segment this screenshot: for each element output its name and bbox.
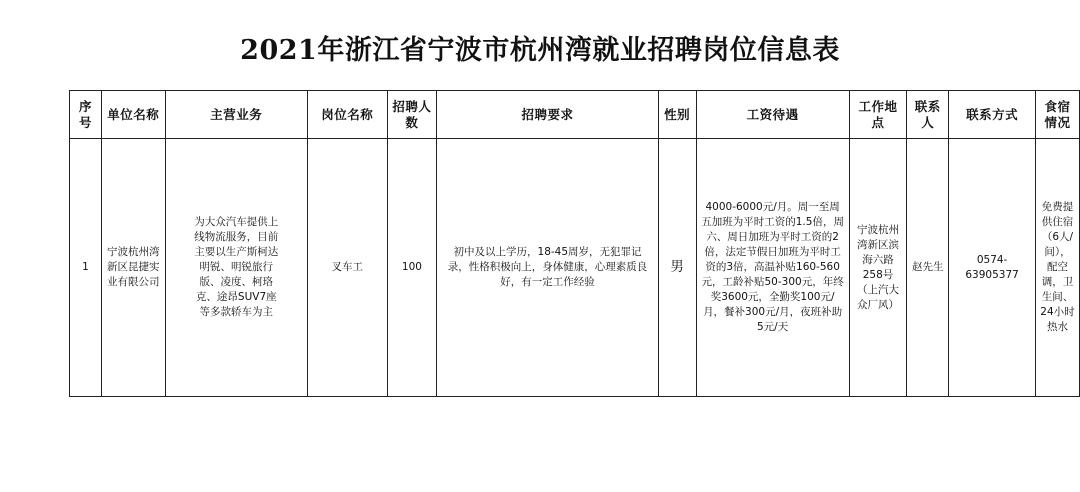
cell-contact: 赵先生 [907, 139, 949, 397]
cell-position: 叉车工 [308, 139, 388, 397]
cell-business: 为大众汽车提供上线物流服务，目前主要以生产斯柯达明锐、明锐旅行版、凌度、柯珞克、途昂SUV7座等多款轿车为主 [165, 139, 307, 397]
header-position: 岗位名称 [308, 91, 388, 139]
header-business: 主营业务 [165, 91, 307, 139]
header-count: 招聘人数 [387, 91, 437, 139]
header-salary: 工资待遇 [696, 91, 849, 139]
header-company: 单位名称 [101, 91, 165, 139]
recruitment-table [69, 90, 1080, 397]
table-row [70, 139, 1080, 397]
cell-company: 宁波杭州湾新区昆捷实业有限公司 [101, 139, 165, 397]
page-title: 2021年浙江省宁波市杭州湾就业招聘岗位信息表 [240, 35, 840, 66]
header-phone: 联系方式 [949, 91, 1036, 139]
header-contact: 联系人 [907, 91, 949, 139]
header-row [70, 91, 1080, 139]
cell-lodging: 免费提供住宿（6人/间），配空调，卫生间、24小时热水 [1035, 139, 1079, 397]
cell-location: 宁波杭州湾新区滨海六路258号（上汽大众厂风） [849, 139, 907, 397]
cell-gender: 男 [658, 139, 696, 397]
cell-salary: 4000-6000元/月。周一至周五加班为平时工资的1.5倍，周六、周日加班为平时工资的2倍，法定节假日加班为平时工资的3倍，高温补贴160-560元，工龄补贴50-300元，年终奖3600元，全勤奖100元/月，餐补300元/月，夜班补助5元/天 [696, 139, 849, 397]
header-lodging: 食宿情况 [1035, 91, 1079, 139]
header-requirements: 招聘要求 [437, 91, 658, 139]
cell-phone: 0574-63905377 [949, 139, 1036, 397]
cell-requirements: 初中及以上学历，18-45周岁，无犯罪记录，性格积极向上，身体健康，心理素质良好，有一定工作经验 [437, 139, 658, 397]
cell-no: 1 [70, 139, 102, 397]
header-location: 工作地点 [849, 91, 907, 139]
header-gender: 性别 [658, 91, 696, 139]
cell-count: 100 [387, 139, 437, 397]
header-no: 序号 [70, 91, 102, 139]
